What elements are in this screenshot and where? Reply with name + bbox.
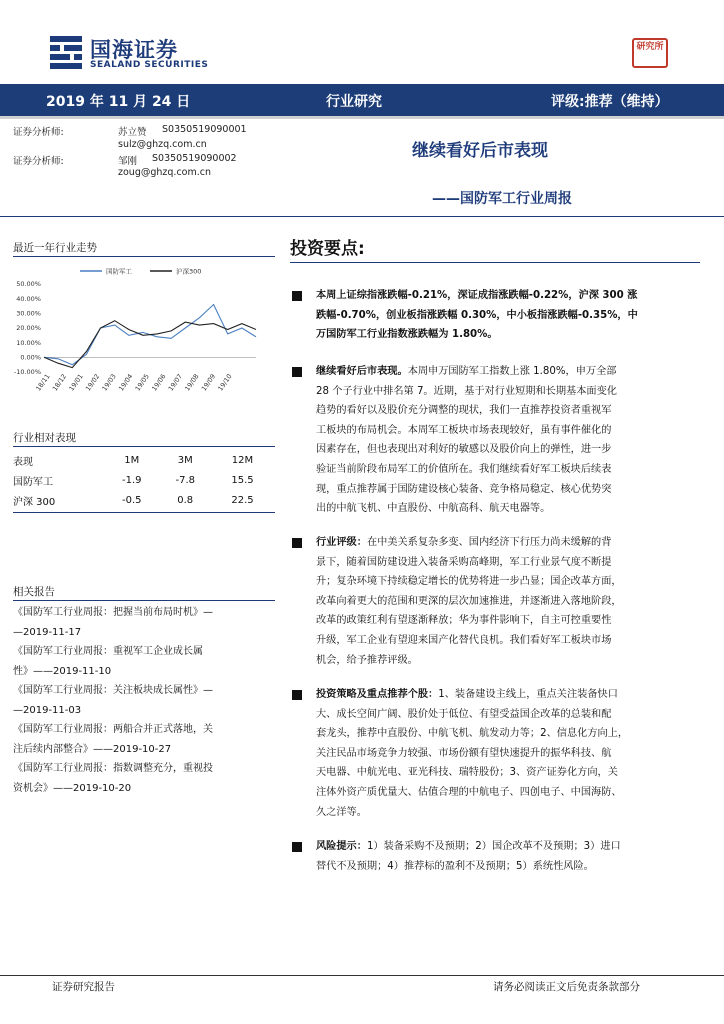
bullet-icon bbox=[292, 538, 302, 548]
x-tick-label: 19/07 bbox=[166, 372, 185, 392]
table-header-row bbox=[13, 450, 273, 470]
related-report-date: 注后续内部整合》——2019-10-27 bbox=[13, 743, 172, 755]
text-line: 改革的政策红利有望逐渐释放；华为事件影响下，自主可控重要性 bbox=[316, 615, 612, 627]
x-tick-label: 19/02 bbox=[83, 372, 102, 392]
report-subtitle: ——国防军工行业周报 bbox=[432, 191, 572, 207]
related-report-link[interactable]: 《国防军工行业周报：指数调整充分，重视投 bbox=[13, 763, 213, 774]
trend-chart bbox=[10, 262, 272, 392]
header-divider bbox=[0, 216, 724, 217]
footer-left: 证券研究报告 bbox=[52, 981, 115, 993]
table-cell: 0.8 bbox=[177, 494, 194, 506]
related-report-link[interactable]: 《国防军工行业周报：两船合并正式落地，关 bbox=[13, 724, 213, 735]
text-line: 机会，给予推荐评级。 bbox=[316, 654, 418, 666]
company-logo bbox=[48, 32, 208, 76]
table-cell: 国防军工 bbox=[13, 476, 53, 488]
key-points-divider bbox=[290, 262, 700, 263]
x-tick-label: 18/11 bbox=[34, 372, 52, 392]
report-category: 行业研究 bbox=[326, 94, 382, 110]
related-report-date: 性》——2019-11-10 bbox=[13, 665, 112, 677]
text-line: 万国防军工行业指数涨跌幅为 1.80%。 bbox=[316, 329, 498, 341]
y-tick-label: 30.00% bbox=[16, 309, 41, 318]
x-tick-label: 19/01 bbox=[67, 372, 85, 392]
seal-text: 研究所 bbox=[636, 42, 664, 52]
table-cell: 22.5 bbox=[231, 494, 254, 506]
analyst-1-name: 苏立赞 bbox=[118, 127, 147, 138]
text-line: 大、成长空间广阔、股价处于低位、有望受益国企改革的总装和配 bbox=[316, 708, 612, 720]
analyst-1-email: sulz@ghzq.com.cn bbox=[118, 139, 207, 150]
report-rating: 评级:推荐（维持） bbox=[551, 94, 669, 110]
performance-table bbox=[13, 450, 273, 510]
table-row bbox=[13, 470, 273, 490]
bullet-icon bbox=[292, 367, 302, 377]
text-line: 趋势的看好以及股价充分调整的现状，我们一直推荐投资者重视军 bbox=[316, 405, 612, 417]
text-line: 改革向着更大的范围和更深的层次加速推进，并逐渐进入落地阶段， bbox=[316, 595, 622, 607]
text-line: 28 个子行业中排名第 7。近期，基于对行业短期和长期基本面变化 bbox=[316, 385, 617, 397]
text-line: 注体外资产质优量大、估值合理的中航电子、四创电子、中国海防、 bbox=[316, 786, 622, 798]
market-summary-paragraph bbox=[316, 286, 691, 345]
text-line: 景下，随着国防建设进入装备采购高峰期，军工行业景气度不断提 bbox=[316, 556, 612, 568]
analyst-1-role: 证券分析师: bbox=[13, 127, 64, 138]
related-report-date: —2019-11-03 bbox=[13, 704, 82, 716]
table-cell: -7.8 bbox=[175, 474, 195, 486]
text-span: 1）装备采购不及预期；2）国企改革不及预期；3）进口 bbox=[366, 841, 621, 852]
company-name-en: SEALAND SECURITIES bbox=[90, 60, 209, 70]
text-line: 因素存在，但也表现出对利好的敏感以及股价向上的弹性，进一步 bbox=[316, 444, 612, 456]
related-report-date: 资机会》——2019-10-20 bbox=[13, 782, 132, 794]
paragraph-lead: 风险提示： bbox=[316, 841, 367, 852]
footer-disclaimer: 请务必阅读正文后免责条款部分 bbox=[493, 981, 640, 993]
x-tick-label: 19/10 bbox=[216, 372, 234, 392]
performance-bottom-divider bbox=[13, 512, 275, 513]
text-line: 升级，军工企业有望迎来国产化替代良机。我们看好军工板块市场 bbox=[316, 634, 612, 646]
y-tick-label: 10.00% bbox=[16, 338, 41, 347]
x-tick-label: 19/09 bbox=[199, 372, 218, 392]
company-name-cn: 国海证券 bbox=[90, 38, 178, 62]
trend-label: 最近一年行业走势 bbox=[13, 242, 97, 254]
analyst-2-license: S0350519090002 bbox=[152, 153, 237, 164]
text-line: 现，重点推荐属于国防建设核心装备、竞争格局稳定、核心优势突 bbox=[316, 483, 612, 495]
x-tick-label: 19/05 bbox=[133, 372, 151, 392]
strategy-paragraph bbox=[316, 685, 691, 822]
text-line bbox=[316, 837, 691, 857]
text-line bbox=[316, 685, 691, 705]
x-tick-label: 19/08 bbox=[183, 372, 201, 392]
logo-mark-icon bbox=[48, 34, 84, 72]
x-tick-label: 18/12 bbox=[50, 372, 69, 392]
related-reports-list bbox=[13, 603, 283, 798]
legend-label: 国防军工 bbox=[106, 267, 132, 276]
report-date: 2019 年 11 月 24 日 bbox=[46, 94, 191, 110]
analyst-2-role: 证券分析师: bbox=[13, 156, 64, 167]
legend-label: 沪深300 bbox=[176, 267, 202, 276]
risk-paragraph bbox=[316, 837, 691, 876]
bullet-icon bbox=[292, 842, 302, 852]
table-cell: -0.5 bbox=[121, 494, 142, 506]
text-span: 在中美关系复杂多变、国内经济下行压力尚未缓解的背 bbox=[366, 537, 612, 548]
bullet-icon bbox=[292, 690, 302, 700]
table-header-cell: 3M bbox=[177, 454, 193, 466]
series-line-2 bbox=[44, 321, 256, 368]
text-line: 工板块的布局机会。本周军工板块市场表现较好，虽有事件催化的 bbox=[316, 424, 612, 436]
research-seal bbox=[632, 38, 668, 68]
x-tick-label: 19/06 bbox=[150, 372, 168, 392]
text-line bbox=[316, 533, 691, 553]
related-report-link[interactable]: 《国防军工行业周报：重视军工企业成长属 bbox=[13, 646, 203, 657]
outlook-paragraph bbox=[316, 362, 691, 519]
related-divider bbox=[13, 600, 275, 601]
text-line: 验证当前阶段布局军工的价值所在。我们继续看好军工板块后续表 bbox=[316, 463, 612, 475]
y-tick-label: 0.00% bbox=[20, 353, 41, 362]
report-title: 继续看好后市表现 bbox=[412, 141, 548, 161]
related-label: 相关报告 bbox=[13, 586, 55, 598]
text-line: 替代不及预期；4）推荐标的盈利不及预期；5）系统性风险。 bbox=[316, 860, 594, 872]
table-cell: -1.9 bbox=[121, 474, 142, 486]
trend-divider bbox=[13, 256, 275, 257]
text-line: 跌幅-0.70%，创业板指涨跌幅 0.30%，中小板指涨跌幅-0.35%，中 bbox=[316, 309, 638, 321]
y-tick-label: 50.00% bbox=[16, 280, 41, 289]
text-line: 天电器、中航光电、亚光科技、瑞特股份；3、资产证券化方向，关 bbox=[316, 767, 618, 779]
table-header-cell: 1M bbox=[124, 454, 140, 466]
y-tick-label: -10.00% bbox=[13, 368, 41, 377]
footer-divider bbox=[0, 975, 724, 976]
x-tick-label: 19/03 bbox=[100, 372, 118, 392]
paragraph-lead: 行业评级： bbox=[316, 537, 367, 548]
analyst-2-email: zoug@ghzq.com.cn bbox=[118, 167, 211, 178]
header-banner bbox=[0, 84, 724, 119]
table-header-cell: 表现 bbox=[13, 456, 33, 468]
text-span: 1、装备建设主线上，重点关注装备快口 bbox=[438, 689, 618, 700]
related-report-link[interactable]: 《国防军工行业周报：关注板块成长属性》— bbox=[13, 685, 213, 696]
rating-paragraph bbox=[316, 533, 691, 670]
text-line: 本周上证综指涨跌幅-0.21%，深证成指涨跌幅-0.22%，沪深 300 涨 bbox=[316, 290, 638, 301]
key-points-heading: 投资要点: bbox=[290, 239, 365, 259]
y-tick-label: 20.00% bbox=[16, 324, 41, 333]
text-line: 套龙头，推荐中直股份、中航飞机、航发动力等；2、信息化方向上， bbox=[316, 728, 629, 740]
paragraph-lead: 投资策略及重点推荐个股： bbox=[316, 689, 439, 700]
text-line bbox=[316, 362, 691, 382]
x-tick-label: 19/04 bbox=[117, 372, 135, 392]
performance-label: 行业相对表现 bbox=[13, 432, 76, 444]
text-line: 关注民品市场竞争力较强、市场份额有望快速提升的振华科技、航 bbox=[316, 747, 612, 759]
analyst-2-name: 邹刚 bbox=[118, 156, 138, 167]
related-report-date: —2019-11-17 bbox=[13, 626, 82, 638]
text-line: 升；复杂环境下持续稳定增长的优势将进一步凸显；国企改革方面， bbox=[316, 576, 622, 588]
related-report-link[interactable]: 《国防军工行业周报：把握当前布局时机》— bbox=[13, 607, 213, 618]
text-line: 久之洋等。 bbox=[316, 806, 367, 818]
analyst-1-license: S0350519090001 bbox=[162, 124, 247, 135]
table-row bbox=[13, 490, 273, 510]
table-cell: 沪深 300 bbox=[13, 496, 56, 508]
bullet-icon bbox=[292, 291, 302, 301]
performance-divider bbox=[13, 446, 275, 447]
y-tick-label: 40.00% bbox=[16, 294, 41, 303]
paragraph-lead: 继续看好后市表现。 bbox=[316, 366, 408, 377]
text-span: 本周申万国防军工指数上涨 1.80%，申万全部 bbox=[407, 366, 617, 377]
table-cell: 15.5 bbox=[231, 474, 254, 486]
table-header-cell: 12M bbox=[231, 454, 254, 466]
text-line: 出的中航飞机、中直股份、中航高科、航天电器等。 bbox=[316, 503, 551, 515]
